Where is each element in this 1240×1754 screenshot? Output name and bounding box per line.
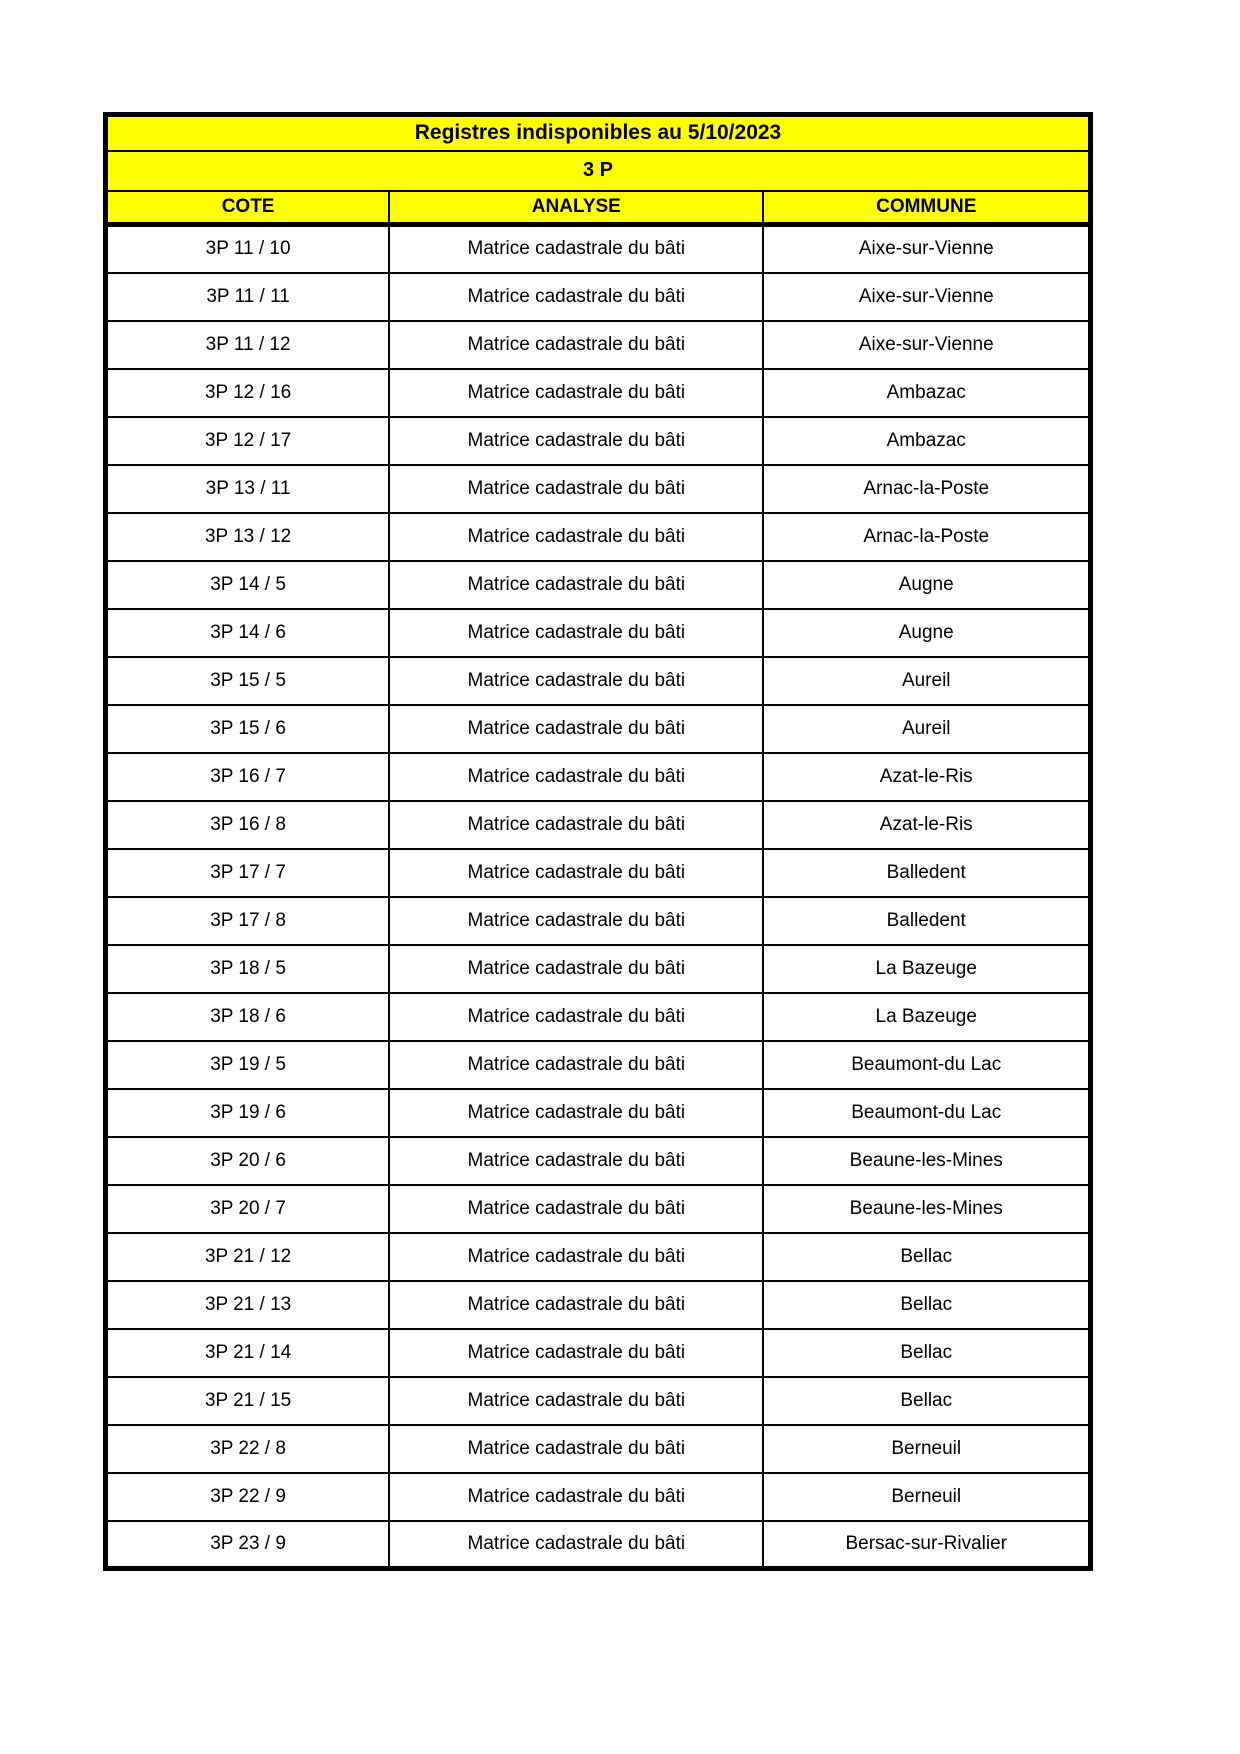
- table-row: [106, 369, 1091, 417]
- cote-cell: 3P 11 / 10: [106, 225, 390, 273]
- commune-cell: Aixe-sur-Vienne: [763, 225, 1090, 273]
- analyse-cell: Matrice cadastrale du bâti: [389, 609, 763, 657]
- cote-cell: 3P 19 / 6: [106, 1089, 390, 1137]
- cote-cell: 3P 15 / 5: [106, 657, 390, 705]
- table-row: [106, 705, 1091, 753]
- commune-cell: Aixe-sur-Vienne: [763, 273, 1090, 321]
- table-row: [106, 801, 1091, 849]
- cote-cell: 3P 14 / 6: [106, 609, 390, 657]
- cote-cell: 3P 21 / 13: [106, 1281, 390, 1329]
- cote-cell: 3P 14 / 5: [106, 561, 390, 609]
- analyse-cell: Matrice cadastrale du bâti: [389, 465, 763, 513]
- commune-cell: Azat-le-Ris: [763, 801, 1090, 849]
- analyse-cell: Matrice cadastrale du bâti: [389, 1137, 763, 1185]
- cote-cell: 3P 11 / 12: [106, 321, 390, 369]
- analyse-cell: Matrice cadastrale du bâti: [389, 753, 763, 801]
- table-row: [106, 849, 1091, 897]
- commune-cell: Beaune-les-Mines: [763, 1137, 1090, 1185]
- cote-cell: 3P 16 / 7: [106, 753, 390, 801]
- commune-cell: Balledent: [763, 897, 1090, 945]
- cote-cell: 3P 22 / 9: [106, 1473, 390, 1521]
- table-row: [106, 1329, 1091, 1377]
- commune-cell: Augne: [763, 609, 1090, 657]
- analyse-cell: Matrice cadastrale du bâti: [389, 1329, 763, 1377]
- commune-cell: Ambazac: [763, 369, 1090, 417]
- table-body: [106, 225, 1091, 1569]
- table-row: [106, 225, 1091, 273]
- cote-cell: 3P 19 / 5: [106, 1041, 390, 1089]
- commune-cell: Bellac: [763, 1377, 1090, 1425]
- analyse-cell: Matrice cadastrale du bâti: [389, 225, 763, 273]
- table-row: [106, 561, 1091, 609]
- commune-cell: Balledent: [763, 849, 1090, 897]
- table-row: [106, 321, 1091, 369]
- analyse-cell: Matrice cadastrale du bâti: [389, 657, 763, 705]
- commune-cell: Aixe-sur-Vienne: [763, 321, 1090, 369]
- cote-cell: 3P 21 / 14: [106, 1329, 390, 1377]
- column-header-analyse: ANALYSE: [389, 191, 763, 225]
- analyse-cell: Matrice cadastrale du bâti: [389, 1377, 763, 1425]
- commune-cell: Aureil: [763, 705, 1090, 753]
- table-row: [106, 1041, 1091, 1089]
- analyse-cell: Matrice cadastrale du bâti: [389, 1185, 763, 1233]
- table-row: [106, 513, 1091, 561]
- analyse-cell: Matrice cadastrale du bâti: [389, 513, 763, 561]
- commune-cell: Berneuil: [763, 1473, 1090, 1521]
- table-row: [106, 1281, 1091, 1329]
- cote-cell: 3P 18 / 5: [106, 945, 390, 993]
- table-row: [106, 1473, 1091, 1521]
- table-row: [106, 657, 1091, 705]
- commune-cell: Bellac: [763, 1329, 1090, 1377]
- table-row: [106, 273, 1091, 321]
- analyse-cell: Matrice cadastrale du bâti: [389, 321, 763, 369]
- analyse-cell: Matrice cadastrale du bâti: [389, 1281, 763, 1329]
- cote-cell: 3P 18 / 6: [106, 993, 390, 1041]
- registres-table: [103, 112, 1093, 1571]
- analyse-cell: Matrice cadastrale du bâti: [389, 369, 763, 417]
- analyse-cell: Matrice cadastrale du bâti: [389, 273, 763, 321]
- table-row: [106, 465, 1091, 513]
- table-row: [106, 1233, 1091, 1281]
- cote-cell: 3P 17 / 7: [106, 849, 390, 897]
- analyse-cell: Matrice cadastrale du bâti: [389, 1521, 763, 1569]
- cote-cell: 3P 21 / 15: [106, 1377, 390, 1425]
- table-row: [106, 1089, 1091, 1137]
- commune-cell: Arnac-la-Poste: [763, 465, 1090, 513]
- analyse-cell: Matrice cadastrale du bâti: [389, 561, 763, 609]
- table-title: Registres indisponibles au 5/10/2023: [106, 115, 1091, 151]
- commune-cell: Beaumont-du Lac: [763, 1041, 1090, 1089]
- cote-cell: 3P 12 / 16: [106, 369, 390, 417]
- commune-cell: Augne: [763, 561, 1090, 609]
- analyse-cell: Matrice cadastrale du bâti: [389, 705, 763, 753]
- table-row: [106, 945, 1091, 993]
- table-row: [106, 1425, 1091, 1473]
- commune-cell: La Bazeuge: [763, 945, 1090, 993]
- commune-cell: Aureil: [763, 657, 1090, 705]
- commune-cell: Bellac: [763, 1281, 1090, 1329]
- analyse-cell: Matrice cadastrale du bâti: [389, 1473, 763, 1521]
- commune-cell: La Bazeuge: [763, 993, 1090, 1041]
- cote-cell: 3P 11 / 11: [106, 273, 390, 321]
- cote-cell: 3P 23 / 9: [106, 1521, 390, 1569]
- analyse-cell: Matrice cadastrale du bâti: [389, 993, 763, 1041]
- cote-cell: 3P 12 / 17: [106, 417, 390, 465]
- commune-cell: Berneuil: [763, 1425, 1090, 1473]
- analyse-cell: Matrice cadastrale du bâti: [389, 897, 763, 945]
- commune-cell: Beaumont-du Lac: [763, 1089, 1090, 1137]
- commune-cell: Arnac-la-Poste: [763, 513, 1090, 561]
- cote-cell: 3P 20 / 6: [106, 1137, 390, 1185]
- commune-cell: Beaune-les-Mines: [763, 1185, 1090, 1233]
- column-header-commune: COMMUNE: [763, 191, 1090, 225]
- column-header-cote: COTE: [106, 191, 390, 225]
- table-row: [106, 609, 1091, 657]
- analyse-cell: Matrice cadastrale du bâti: [389, 1089, 763, 1137]
- commune-cell: Azat-le-Ris: [763, 753, 1090, 801]
- table-row: [106, 993, 1091, 1041]
- table-row: [106, 1185, 1091, 1233]
- table-row: [106, 417, 1091, 465]
- cote-cell: 3P 17 / 8: [106, 897, 390, 945]
- cote-cell: 3P 22 / 8: [106, 1425, 390, 1473]
- table-row: [106, 897, 1091, 945]
- analyse-cell: Matrice cadastrale du bâti: [389, 1233, 763, 1281]
- analyse-cell: Matrice cadastrale du bâti: [389, 417, 763, 465]
- cote-cell: 3P 21 / 12: [106, 1233, 390, 1281]
- cote-cell: 3P 20 / 7: [106, 1185, 390, 1233]
- table-row: [106, 1377, 1091, 1425]
- cote-cell: 3P 16 / 8: [106, 801, 390, 849]
- commune-cell: Bersac-sur-Rivalier: [763, 1521, 1090, 1569]
- cote-cell: 3P 13 / 11: [106, 465, 390, 513]
- cote-cell: 3P 13 / 12: [106, 513, 390, 561]
- table-row: [106, 1521, 1091, 1569]
- commune-cell: Bellac: [763, 1233, 1090, 1281]
- table-row: [106, 1137, 1091, 1185]
- table-row: [106, 753, 1091, 801]
- analyse-cell: Matrice cadastrale du bâti: [389, 1425, 763, 1473]
- analyse-cell: Matrice cadastrale du bâti: [389, 849, 763, 897]
- commune-cell: Ambazac: [763, 417, 1090, 465]
- cote-cell: 3P 15 / 6: [106, 705, 390, 753]
- analyse-cell: Matrice cadastrale du bâti: [389, 1041, 763, 1089]
- analyse-cell: Matrice cadastrale du bâti: [389, 801, 763, 849]
- table-series-subtitle: 3 P: [106, 151, 1091, 191]
- analyse-cell: Matrice cadastrale du bâti: [389, 945, 763, 993]
